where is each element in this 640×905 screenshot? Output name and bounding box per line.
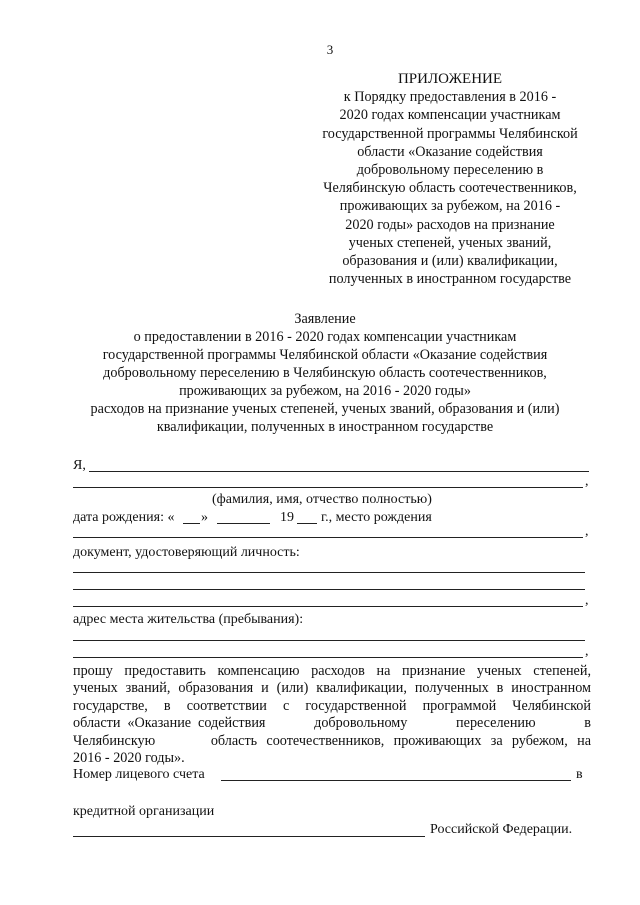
rf-suffix: Российской Федерации.	[430, 822, 573, 837]
appendix-line: Челябинскую область соотечественников,	[323, 180, 577, 197]
dob-year-suffix: г., место рождения	[321, 510, 432, 525]
credit-org-label: кредитной организации	[73, 804, 215, 819]
comma: ,	[585, 524, 589, 539]
statement-block	[60, 310, 590, 436]
statement-line: государственной программы Челябинской области «Оказание содействия	[102, 347, 548, 363]
statement-line: квалификации, полученных в иностранном государстве	[156, 419, 494, 435]
document-label: документ, удостоверяющий личность:	[73, 545, 300, 560]
appendix-title: ПРИЛОЖЕНИЕ	[397, 71, 503, 87]
address-field-2[interactable]	[73, 657, 583, 658]
dob-label: дата рождения: «	[73, 510, 175, 525]
comma: ,	[585, 474, 589, 489]
appendix-line: проживающих за рубежом, на 2016 -	[339, 198, 561, 215]
comma: ,	[585, 644, 589, 659]
request-line: прошу предоставить компенсацию расходов на признание ученых степеней,	[73, 663, 591, 679]
document-field-3[interactable]	[73, 606, 583, 607]
i-label: Я,	[73, 458, 86, 473]
appendix-line: 2020 годах компенсации участникам	[339, 107, 561, 124]
statement-line: о предоставлении в 2016 - 2020 годах компенсации участникам	[133, 329, 517, 345]
address-field-1[interactable]	[73, 640, 585, 641]
appendix-line: государственной программы Челябинской	[322, 125, 578, 142]
account-number-field[interactable]	[221, 780, 571, 781]
fio-field-2[interactable]	[73, 487, 583, 488]
appendix-line: ученых степеней, ученых званий,	[348, 234, 552, 251]
request-line: Челябинскую область соотечественников, проживающих за рубежом, на	[73, 732, 591, 749]
document-field-2[interactable]	[73, 589, 585, 590]
dob-day-field[interactable]	[183, 523, 200, 524]
appendix-line: области «Оказание содействия	[357, 143, 543, 160]
appendix-line: 2020 годы» расходов на признание	[345, 216, 555, 233]
comma: ,	[585, 593, 589, 608]
fio-caption: (фамилия, имя, отчество полностью)	[212, 492, 432, 507]
statement-line: проживающих за рубежом, на 2016 - 2020 годы»	[179, 383, 471, 399]
request-paragraph	[73, 663, 591, 767]
dob-quote-close: »	[201, 510, 208, 525]
dob-month-field[interactable]	[217, 523, 270, 524]
fio-field-1[interactable]	[89, 471, 589, 472]
statement-line: добровольному переселению в Челябинскую область соотечественников,	[103, 365, 547, 381]
appendix-line: к Порядку предоставления в 2016 -	[343, 89, 557, 106]
request-line: ученых званий, образования и (или) квалификации, полученных в иностранном	[73, 680, 591, 697]
appendix-line: добровольному переселению в	[356, 161, 544, 178]
document-field-1[interactable]	[73, 572, 585, 573]
account-suffix: в	[576, 767, 583, 782]
account-label: Номер лицевого счета	[73, 767, 205, 782]
address-label: адрес места жительства (пребывания):	[73, 612, 304, 627]
appendix-line: полученных в иностранном государстве	[328, 271, 572, 288]
request-line: области «Оказание содействия добровольному переселению в	[73, 715, 591, 732]
statement-line: расходов на признание ученых степеней, ученых званий, образования и (или)	[90, 401, 560, 417]
appendix-block	[300, 70, 600, 288]
appendix-line: образования и (или) квалификации,	[342, 252, 558, 269]
page-number: 3	[326, 42, 334, 57]
birthplace-field[interactable]	[73, 537, 583, 538]
dob-year-prefix: 19	[280, 510, 294, 525]
request-line: 2016 - 2020 годы».	[73, 749, 185, 766]
request-line: государстве, в соответствии с государственной программой Челябинской	[73, 697, 591, 714]
credit-org-field[interactable]	[73, 836, 425, 837]
statement-title: Заявление	[294, 311, 356, 327]
dob-year-field[interactable]	[297, 523, 317, 524]
